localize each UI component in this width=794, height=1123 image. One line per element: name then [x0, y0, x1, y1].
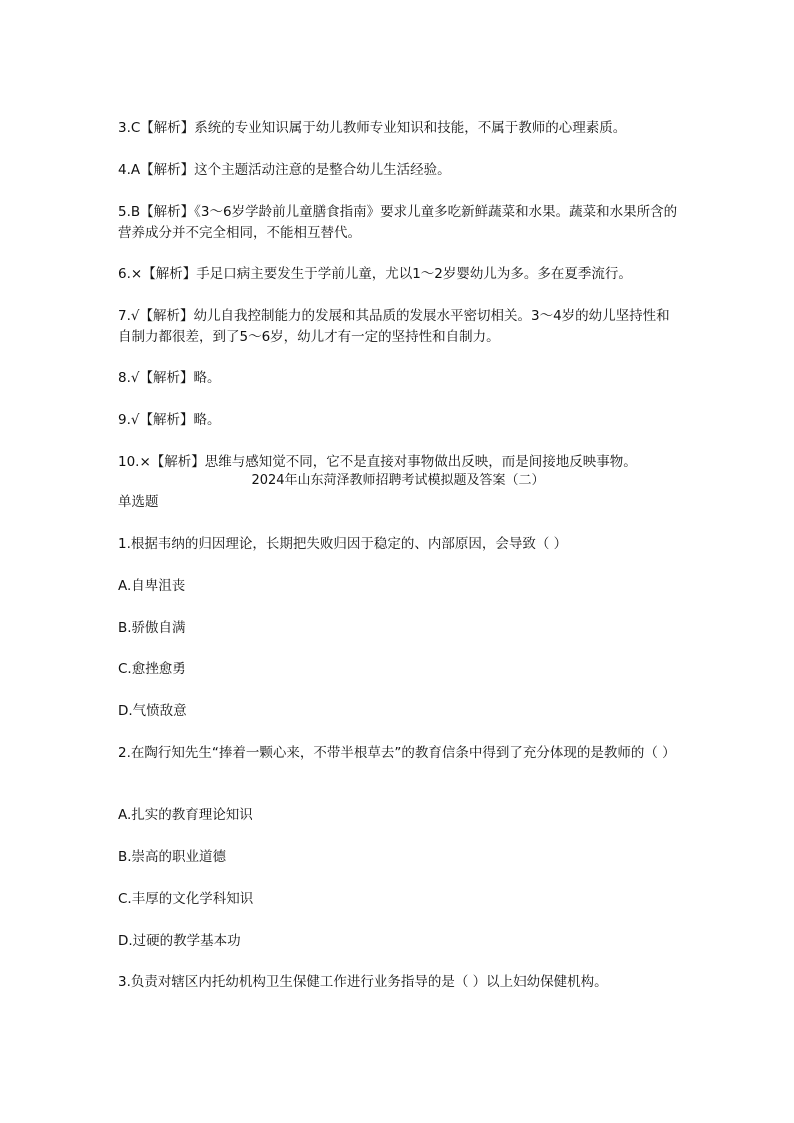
- question-1-option-c: C.愈挫愈勇: [118, 661, 186, 677]
- answer-8: 8.√【解析】略。: [118, 370, 221, 386]
- question-3-stem: 3.负责对辖区内托幼机构卫生保健工作进行业务指导的是（ ）以上妇幼保健机构。: [118, 974, 608, 990]
- answer-9: 9.√【解析】略。: [118, 412, 221, 428]
- answer-4: 4.A【解析】这个主题活动注意的是整合幼儿生活经验。: [118, 162, 451, 178]
- answer-7: 7.√【解析】幼儿自我控制能力的发展和其品质的发展水平密切相关。3～4岁的幼儿坚持性和自制力都很差，到了5～6岁，幼儿才有一定的坚持性和自制力。: [118, 308, 670, 345]
- section-type: 单选题: [118, 494, 159, 510]
- question-2-option-c: C.丰厚的文化学科知识: [118, 891, 254, 907]
- question-2-option-b: B.崇高的职业道德: [118, 849, 227, 865]
- question-2-option-d: D.过硬的教学基本功: [118, 933, 241, 949]
- answer-3: 3.C【解析】系统的专业知识属于幼儿教师专业知识和技能，不属于教师的心理素质。: [118, 120, 627, 136]
- question-2-option-a: A.扎实的教育理论知识: [118, 807, 253, 823]
- question-1-option-a: A.自卑沮丧: [118, 578, 186, 594]
- question-1-stem: 1.根据韦纳的归因理论，长期把失败归因于稳定的、内部原因，会导致（ ）: [118, 536, 568, 552]
- answer-5: 5.B【解析】《3～6岁学龄前儿童膳食指南》要求儿童多吃新鲜蔬菜和水果。蔬菜和水果所含的营养成分并不完全相同，不能相互替代。: [118, 204, 678, 241]
- question-1-option-b: B.骄傲自满: [118, 620, 186, 636]
- section-title: 2024年山东菏泽教师招聘考试模拟题及答案（二）: [251, 473, 545, 488]
- question-2-stem: 2.在陶行知先生“捧着一颗心来，不带半根草去”的教育信条中得到了充分体现的是教师的（ ）: [118, 745, 676, 761]
- answer-6: 6.×【解析】手足口病主要发生于学前儿童，尤以1～2岁婴幼儿为多。多在夏季流行。: [118, 266, 632, 282]
- answer-10: 10.×【解析】思维与感知觉不同，它不是直接对事物做出反映，而是间接地反映事物。: [118, 454, 637, 470]
- question-1-option-d: D.气愤敌意: [118, 703, 187, 719]
